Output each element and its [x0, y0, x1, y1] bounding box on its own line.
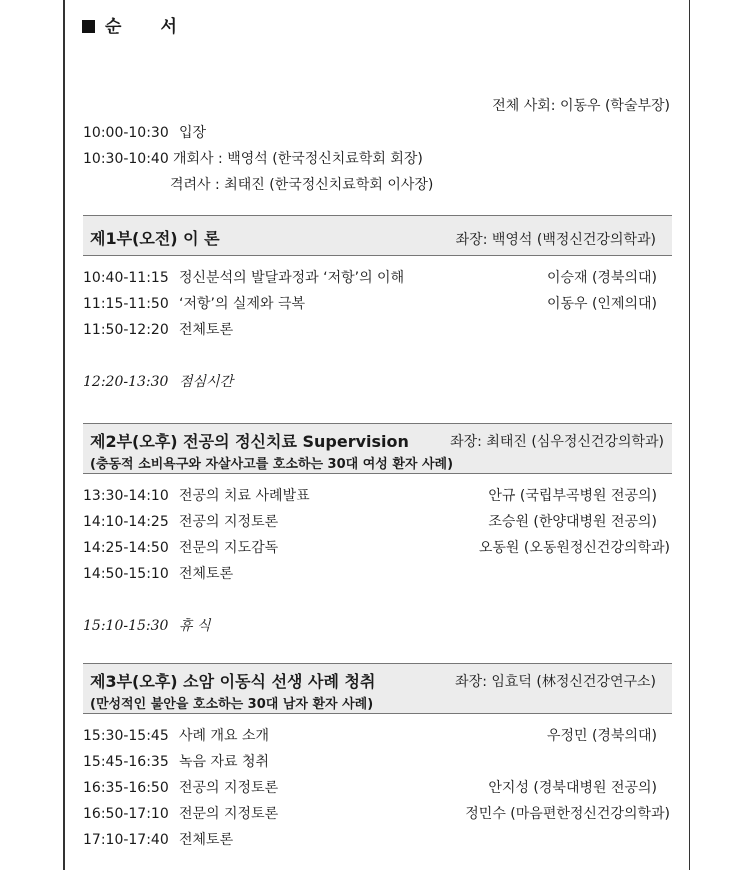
session-3-title: 제3부(오후) 소암 이동식 선생 사례 청취: [90, 672, 376, 691]
time: 11:50-12:20: [83, 322, 169, 338]
speaker: 우정민 (경북의대): [546, 728, 657, 744]
session-2-chair: 좌장: 최태진 (심우정신건강의학과): [450, 434, 664, 450]
session-2-subtitle: (충동적 소비욕구와 자살사고를 호소하는 30대 여성 환자 사례): [90, 457, 454, 472]
topic: 전문의 지도감독: [179, 540, 279, 556]
table-row: [83, 537, 278, 557]
topic: 전공의 지정토론: [179, 780, 279, 796]
time: 17:10-17:40: [83, 832, 169, 848]
opening-text: 개회사 : 백영석 (한국정신치료학회 회장): [173, 151, 423, 167]
speaker: 안규 (국립부곡병원 전공의): [488, 488, 657, 504]
topic: 전체토론: [179, 832, 234, 848]
heading-char-1: 순: [105, 17, 123, 37]
label: 점심시간: [179, 374, 234, 390]
speaker: 정민수 (마음편한정신건강의학과): [465, 806, 670, 822]
session-1-title: 제1부(오전) 이 론: [90, 229, 220, 248]
topic: 전체토론: [179, 566, 234, 582]
session-1-chair: 좌장: 백영석 (백정신건강의학과): [455, 232, 656, 248]
topic: 정신분석의 발달과정과 ‘저항’의 이해: [179, 270, 405, 286]
topic: 녹음 자료 청취: [179, 754, 270, 770]
time: 14:25-14:50: [83, 540, 169, 556]
page-border-right: [689, 0, 690, 870]
session-3-chair: 좌장: 임효덕 (林정신건강연구소): [455, 674, 656, 690]
table-row: [83, 829, 233, 849]
time: 14:50-15:10: [83, 566, 169, 582]
table-row: [83, 267, 404, 287]
square-bullet-icon: [82, 20, 95, 33]
topic: ‘저항’의 실제와 극복: [179, 296, 305, 312]
topic: 전공의 치료 사례발표: [179, 488, 310, 504]
rest-break: [83, 615, 211, 635]
time: 10:40-11:15: [83, 270, 169, 286]
time: 16:50-17:10: [83, 806, 169, 822]
session-3-subtitle: (만성적인 불안을 호소하는 30대 남자 환자 사례): [90, 697, 374, 712]
topic: 전공의 지정토론: [179, 514, 279, 530]
table-row: [83, 751, 269, 771]
time: 15:10-15:30: [83, 618, 169, 634]
session-2-header: [83, 423, 672, 474]
time: 11:15-11:50: [83, 296, 169, 312]
overall-host: 전체 사회: 이동우 (학술부장): [492, 98, 670, 114]
session-3-header: [83, 663, 672, 714]
lunch-break: [83, 371, 233, 391]
opening-row-2: [83, 148, 423, 168]
time: 15:30-15:45: [83, 728, 169, 744]
table-row: [83, 725, 269, 745]
speaker: 이승재 (경북의대): [546, 270, 657, 286]
time: 15:45-16:35: [83, 754, 169, 770]
topic: 사례 개요 소개: [179, 728, 270, 744]
time: 12:20-13:30: [83, 374, 169, 390]
page-border-left: [63, 0, 65, 870]
table-row: [83, 563, 233, 583]
time: 13:30-14:10: [83, 488, 169, 504]
opening-row-1: [83, 122, 206, 142]
speaker: 조승원 (한양대병원 전공의): [488, 514, 657, 530]
time: 10:30-10:40: [83, 151, 169, 167]
time: 16:35-16:50: [83, 780, 169, 796]
session-2-title: 제2부(오후) 전공의 정신치료 Supervision: [90, 432, 409, 451]
time: 14:10-14:25: [83, 514, 169, 530]
table-row: [83, 803, 278, 823]
heading-char-2: 서: [160, 17, 178, 37]
table-row: [83, 777, 278, 797]
table-row: [83, 319, 233, 339]
label: 휴 식: [179, 618, 211, 634]
table-row: [83, 485, 310, 505]
encouragement-speech: 격려사 : 최태진 (한국정신치료학회 이사장): [170, 177, 434, 193]
topic: 전문의 지정토론: [179, 806, 279, 822]
time: 10:00-10:30: [83, 125, 169, 141]
opening-text: 입장: [179, 125, 207, 141]
table-row: [83, 511, 278, 531]
speaker: 안지성 (경북대병원 전공의): [488, 780, 657, 796]
table-row: [83, 293, 305, 313]
speaker: 오동원 (오동원정신건강의학과): [478, 540, 670, 556]
speaker: 이동우 (인제의대): [546, 296, 657, 312]
session-1-header: [83, 215, 672, 256]
topic: 전체토론: [179, 322, 234, 338]
section-heading: [82, 12, 178, 37]
